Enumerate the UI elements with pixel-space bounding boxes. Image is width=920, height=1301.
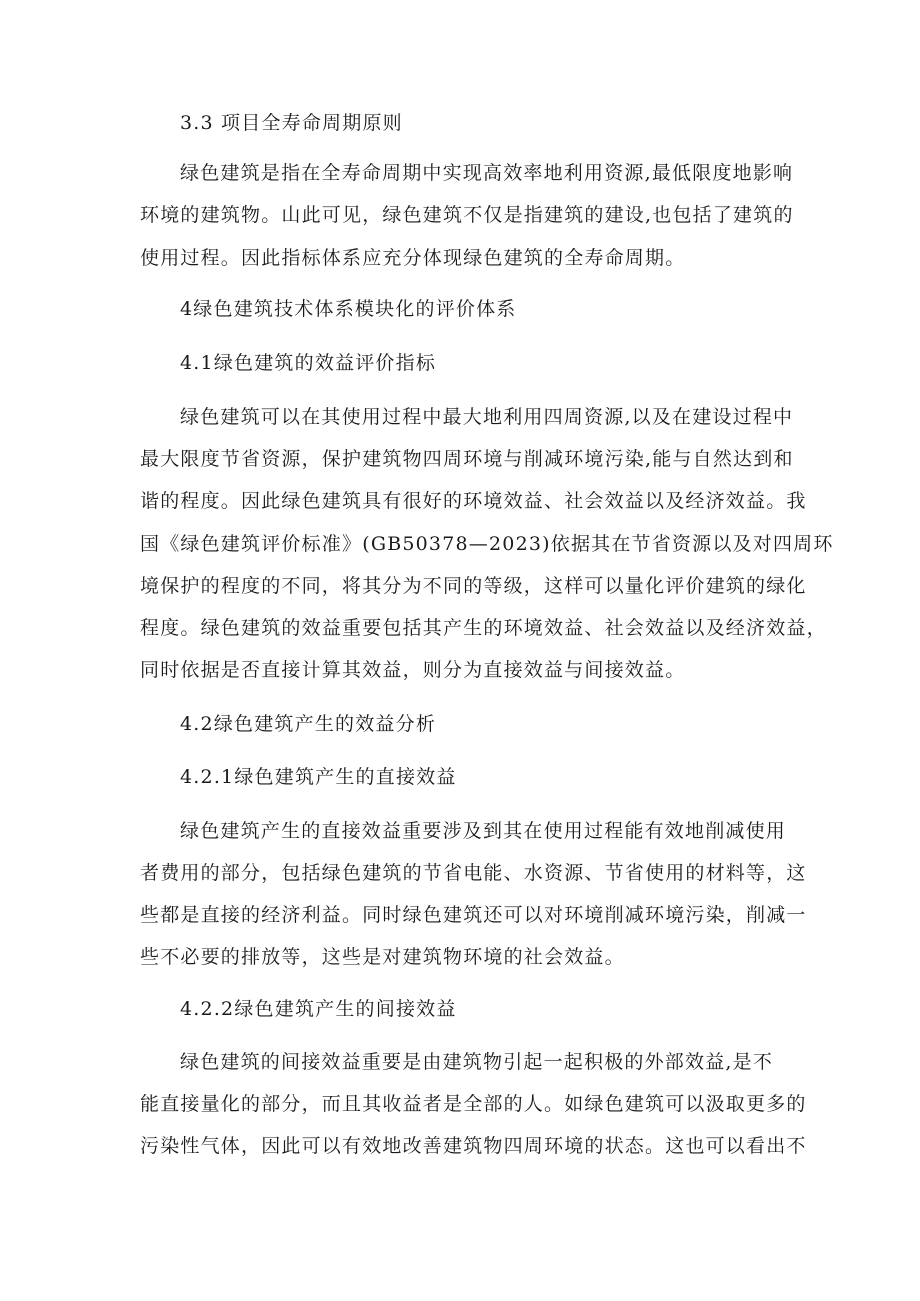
paragraph-line: 同时依据是否直接计算其效益，则分为直接效益与间接效益。 [140, 659, 686, 681]
paragraph-line: 绿色建筑产生的直接效益重要涉及到其在使用过程能有效地削减使用 [180, 820, 787, 842]
section-heading-4: 4绿色建筑技术体系模块化的评价体系 [180, 298, 517, 320]
section-heading-4-1: 4.1绿色建筑的效益评价指标 [180, 352, 437, 374]
paragraph-line: 最大限度节省资源，保护建筑物四周环境与削减环境污染,能与自然达到和 [140, 448, 794, 470]
paragraph-line: 些不必要的排放等，这些是对建筑物环境的社会效益。 [140, 946, 625, 968]
section-heading-4-2-1: 4.2.1绿色建筑产生的直接效益 [180, 766, 457, 788]
paragraph-line: 国《绿色建筑评价标准》(GB50378—2023)依据其在节省资源以及对四周环 [140, 533, 834, 555]
paragraph-line: 绿色建筑是指在全寿命周期中实现高效率地利用资源,最低限度地影响 [180, 162, 794, 184]
paragraph-line: 绿色建筑的间接效益重要是由建筑物引起一起积极的外部效益,是不 [180, 1051, 774, 1073]
paragraph-line: 绿色建筑可以在其使用过程中最大地利用四周资源,以及在建设过程中 [180, 406, 794, 428]
paragraph-line: 环境的建筑物。山此可见，绿色建筑不仅是指建筑的建设,也包括了建筑的 [140, 204, 794, 226]
section-heading-4-2: 4.2绿色建筑产生的效益分析 [180, 713, 437, 735]
paragraph-line: 能直接量化的部分，而且其收益者是全部的人。如绿色建筑可以汲取更多的 [140, 1093, 807, 1115]
paragraph-line: 境保护的程度的不同，将其分为不同的等级，这样可以量化评价建筑的绿化 [140, 575, 807, 597]
paragraph-line: 使用过程。因此指标体系应充分体现绿色建筑的全寿命周期。 [140, 247, 686, 269]
section-heading-4-2-2: 4.2.2绿色建筑产生的间接效益 [180, 998, 457, 1020]
paragraph-line: 谐的程度。因此绿色建筑具有很好的环境效益、社会效益以及经济效益。我 [140, 490, 807, 512]
paragraph-line: 程度。绿色建筑的效益重要包括其产生的环境效益、社会效益以及经济效益， [140, 617, 827, 639]
section-heading-3-3: 3.3 项目全寿命周期原则 [180, 112, 403, 134]
paragraph-line: 者费用的部分，包括绿色建筑的节省电能、水资源、节省使用的材料等，这 [140, 862, 807, 884]
paragraph-line: 些都是直接的经济利益。同时绿色建筑还可以对环境削减环境污染，削减一 [140, 904, 807, 926]
paragraph-line: 污染性气体，因此可以有效地改善建筑物四周环境的状态。这也可以看出不 [140, 1135, 807, 1157]
